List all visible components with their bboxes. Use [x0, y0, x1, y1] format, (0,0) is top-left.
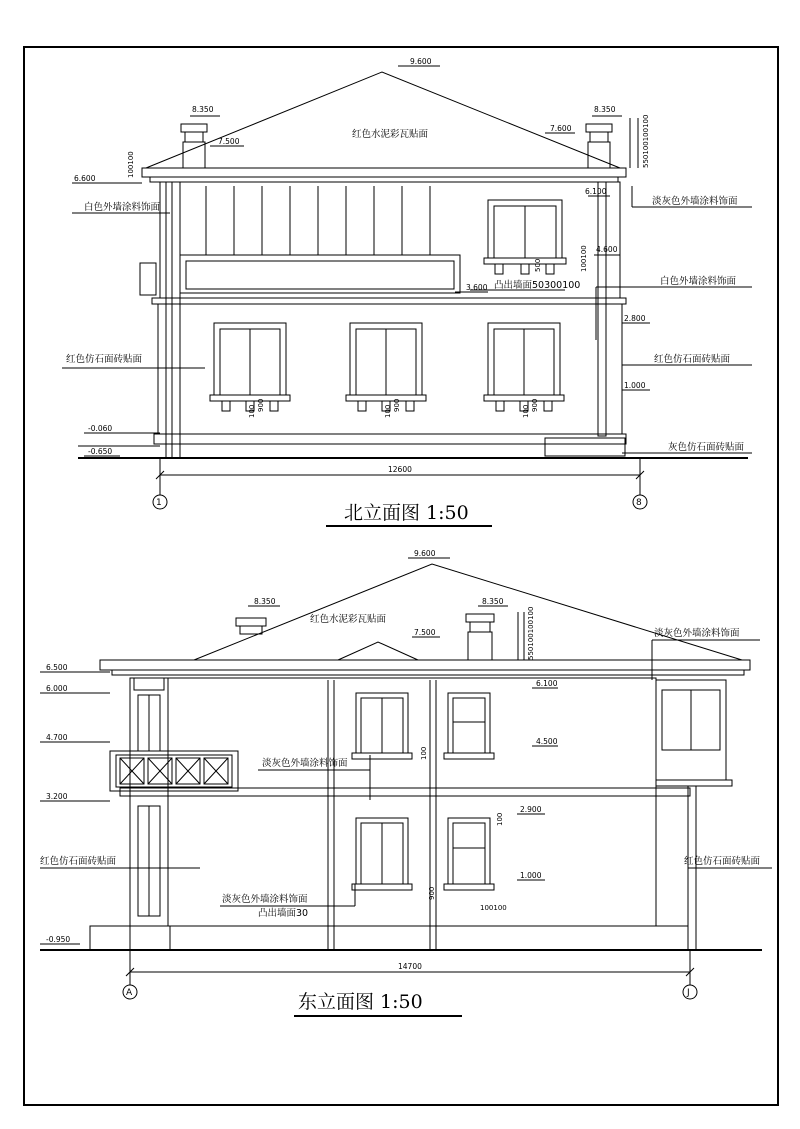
east-title: 东立面图 1:50	[298, 991, 423, 1013]
north-window-3	[484, 323, 564, 411]
north-win3-900: 900	[531, 398, 539, 412]
north-total-width: 12600	[388, 465, 412, 474]
east-level-4500: 4.500	[536, 737, 558, 746]
east-level-6100: 6.100	[536, 679, 558, 688]
north-bay-500: 500	[534, 258, 542, 272]
east-note-light-grey-mid: 淡灰色外墙涂料饰面	[262, 758, 348, 769]
north-note-red-left: 红色仿石面砖贴面	[66, 354, 143, 365]
north-note-red-right: 红色仿石面砖贴面	[654, 354, 731, 365]
east-note-protrude: 凸出墙面30	[258, 908, 309, 919]
north-window-2	[346, 323, 426, 411]
east-axis-j: J	[687, 988, 690, 998]
north-note-roof: 红色水泥彩瓦贴面	[352, 129, 429, 140]
east-chimney-right-level: 8.350	[482, 597, 504, 606]
north-chimney-left-level: 8.350	[192, 105, 214, 114]
east-dormer	[338, 642, 418, 660]
east-chimney-left-level: 8.350	[254, 597, 276, 606]
north-level-4600: 4.600	[596, 245, 618, 254]
north-labels	[66, 57, 745, 526]
north-stack-dims: 550100100100	[642, 114, 650, 168]
north-roof	[146, 72, 620, 168]
east-win-100: 100	[420, 746, 428, 760]
east-axis-bubble-j	[683, 985, 697, 999]
east-level-6000: 6.000	[46, 684, 68, 693]
east-window-lower-2	[444, 818, 494, 890]
east-note-light-grey-right: 淡灰色外墙涂料饰面	[654, 628, 740, 639]
north-eave-left-level: 7.500	[218, 137, 240, 146]
north-note-light-grey: 淡灰色外墙涂料饰面	[652, 196, 738, 207]
east-axis-a: A	[126, 988, 133, 998]
east-level-4700: 4.700	[46, 733, 68, 742]
east-ridge-level: 9.600	[414, 549, 436, 558]
north-note-white-right: 白色外墙涂料饰面	[660, 276, 737, 287]
east-win-900: 900	[428, 886, 436, 900]
north-chimney-right	[586, 124, 612, 168]
north-chimney-right-level: 8.350	[594, 105, 616, 114]
north-win1-100: 100	[248, 404, 256, 418]
north-win2-100: 100	[384, 404, 392, 418]
east-elevation	[40, 558, 772, 999]
east-plinth	[170, 926, 688, 950]
north-plinth	[154, 434, 626, 444]
north-axis-1: 1	[156, 498, 162, 508]
east-note-red-right: 红色仿石面砖贴面	[684, 856, 761, 867]
north-side-dims: 100100	[127, 151, 135, 178]
north-title: 北立面图 1:50	[344, 502, 469, 524]
north-win3-100: 100	[522, 404, 530, 418]
north-note-bay: 凸出墙面50300100	[494, 280, 581, 291]
north-win2-900: 900	[393, 398, 401, 412]
north-chimney-left	[181, 124, 207, 168]
north-eave	[142, 168, 626, 177]
east-level-1000: 1.000	[520, 871, 542, 880]
north-window-1	[210, 323, 290, 411]
east-chimney-right	[466, 614, 494, 660]
north-level-3600: 3.600	[466, 283, 488, 292]
north-eave-right-level: 7.600	[550, 124, 572, 133]
north-balcony-panels	[206, 186, 430, 255]
east-note-red-left: 红色仿石面砖贴面	[40, 856, 117, 867]
east-level-3200: 3.200	[46, 792, 68, 801]
east-balcony	[110, 751, 238, 791]
north-axis-8: 8	[636, 498, 642, 508]
east-note-roof: 红色水泥彩瓦贴面	[310, 614, 387, 625]
north-level-2800: 2.800	[624, 314, 646, 323]
north-note-white-left: 白色外墙涂料饰面	[84, 202, 161, 213]
north-note-grey-stone: 灰色仿石面砖贴面	[668, 442, 745, 453]
east-level-6500: 6.500	[46, 663, 68, 672]
east-window-lower-1	[352, 818, 412, 890]
north-level-m0650: -0.650	[88, 447, 113, 456]
north-level-6100: 6.100	[585, 187, 607, 196]
east-total-width: 14700	[398, 962, 422, 971]
north-bay-window	[484, 200, 566, 274]
east-note-light-grey-lower: 淡灰色外墙涂料饰面	[222, 894, 308, 905]
north-win1-900: 900	[257, 398, 265, 412]
east-side-dims: 100100	[480, 904, 507, 912]
east-level-2900: 2.900	[520, 805, 542, 814]
east-eave-level: 7.500	[414, 628, 436, 637]
east-level-m0950: -0.950	[46, 935, 71, 944]
east-chimney-left	[236, 618, 266, 634]
north-bay-dims: 100100	[580, 245, 588, 272]
east-window-upper-1	[352, 693, 412, 759]
north-level-1000: 1.000	[624, 381, 646, 390]
north-ridge-level: 9.600	[410, 57, 432, 66]
east-win-100b: 100	[496, 812, 504, 826]
north-level-6600: 6.600	[74, 174, 96, 183]
east-window-bay	[662, 690, 720, 750]
east-stack-dims: 550100100100	[527, 606, 535, 660]
east-window-upper-2	[444, 693, 494, 759]
north-level-m0060: -0.060	[88, 424, 113, 433]
